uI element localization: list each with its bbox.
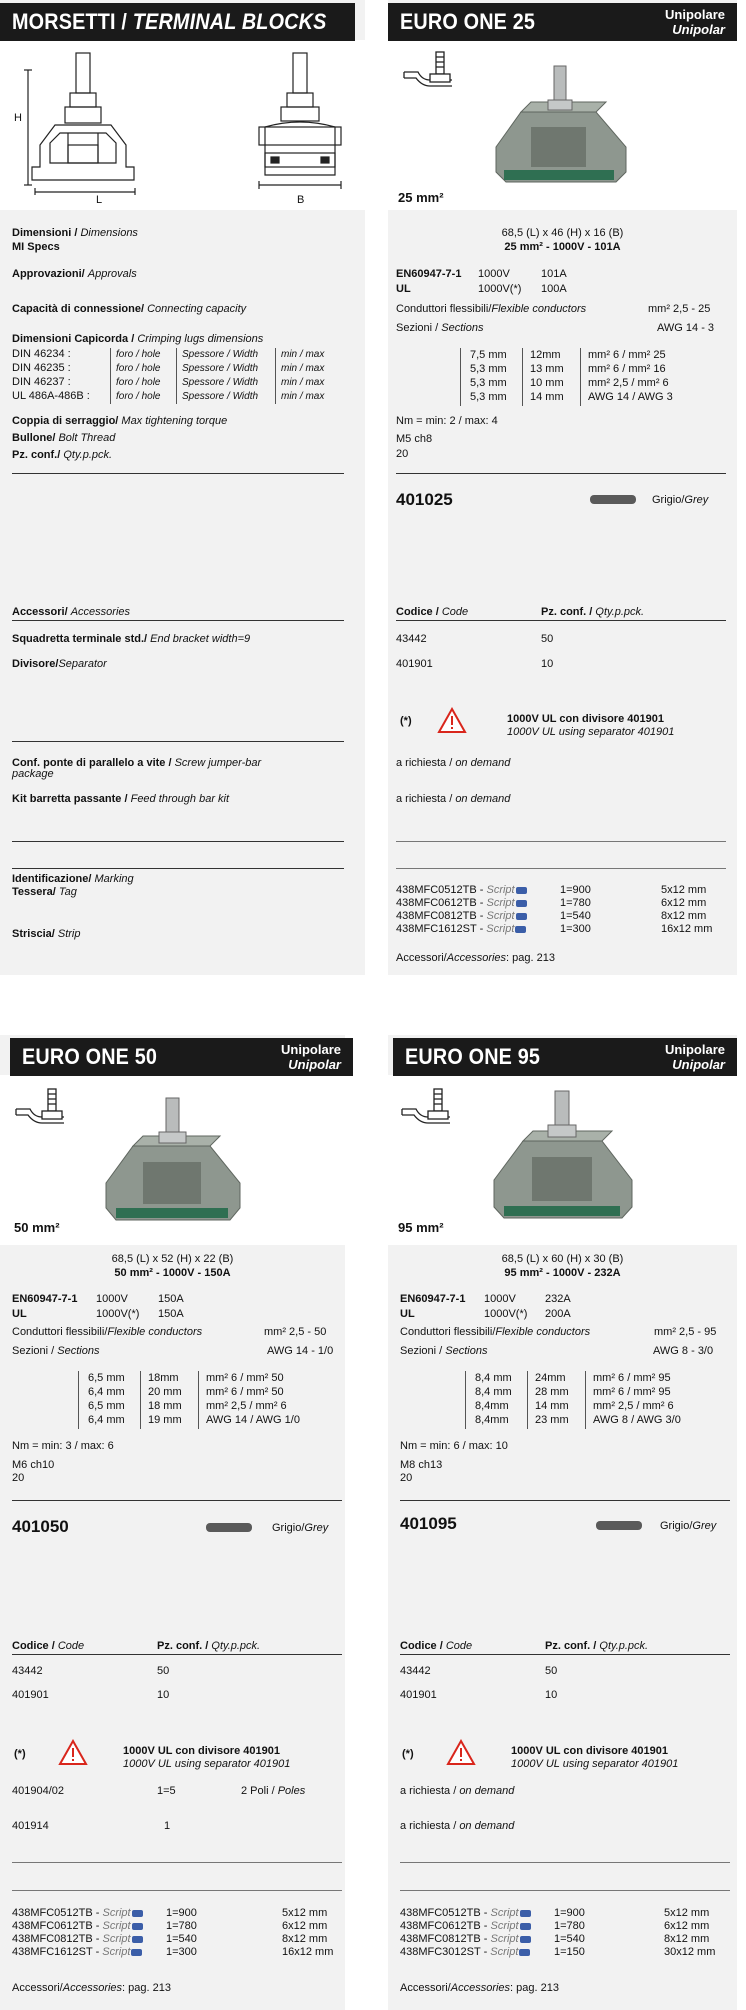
dim-label-l: L bbox=[96, 194, 103, 206]
unipolare-25: Unipolare bbox=[665, 7, 725, 22]
lug-minmax: mm² 6 / mm² 95 bbox=[593, 1372, 671, 1384]
acc-page-25[interactable]: Accessori/Accessories: pag. 213 bbox=[396, 952, 555, 964]
kit-qty-50: 1 bbox=[164, 1820, 171, 1832]
richiesta-95-2: a richiesta / on demand bbox=[400, 1820, 515, 1832]
ponte-qty-50: 1=5 bbox=[157, 1785, 176, 1797]
lug-spessore: Spessore / Width bbox=[182, 377, 259, 388]
summary-50: 50 mm² - 1000V - 150A bbox=[114, 1267, 231, 1279]
flex-val-25: mm² 2,5 - 25 bbox=[648, 303, 711, 315]
sez-25: Sezioni / Sections bbox=[396, 322, 484, 334]
tag-row: 438MFC0612TB - Script bbox=[400, 1920, 531, 1933]
unipolar-50: Unipolar bbox=[288, 1057, 341, 1072]
lug-minmax: min / max bbox=[281, 377, 325, 388]
divider bbox=[396, 841, 726, 842]
row-coppia: Coppia di serraggio/ Max tightening torque bbox=[12, 415, 228, 427]
row-kit: Kit barretta passante / Feed through bar kit bbox=[12, 793, 230, 805]
color-label-95: Grigio/Grey bbox=[660, 1520, 717, 1532]
note-star-50: (*) bbox=[14, 1748, 26, 1760]
divider bbox=[12, 1890, 342, 1891]
dims-25: 68,5 (L) x 46 (H) x 16 (B) bbox=[501, 227, 624, 239]
acc-code: 401901 bbox=[12, 1689, 49, 1701]
acc-qty: 50 bbox=[545, 1665, 558, 1677]
std-en-50: EN60947-7-1 bbox=[12, 1293, 78, 1305]
header-title-left: MORSETTI / TERMINAL BLOCKS bbox=[12, 9, 327, 34]
lug-divider bbox=[527, 1371, 528, 1429]
tag-qty: 1=900 bbox=[166, 1907, 197, 1919]
richiesta-25-1: a richiesta / on demand bbox=[396, 757, 511, 769]
script-logo-icon bbox=[516, 887, 527, 894]
lug-hole: 8,4 mm bbox=[475, 1386, 512, 1398]
flex-val-50: mm² 2,5 - 50 bbox=[264, 1326, 327, 1338]
lug-hole: 8,4mm bbox=[475, 1414, 509, 1426]
lug-spessore: Spessore / Width bbox=[182, 349, 259, 360]
lug-hole: 8,4mm bbox=[475, 1400, 509, 1412]
header-25 bbox=[388, 3, 737, 41]
unipolar-95: Unipolar bbox=[672, 1057, 725, 1072]
tag-qty: 1=780 bbox=[560, 897, 591, 909]
product-photo-25 bbox=[476, 52, 646, 192]
divider bbox=[12, 868, 344, 869]
lug-minmax: mm² 6 / mm² 50 bbox=[206, 1386, 284, 1398]
size-label-50: 50 mm² bbox=[14, 1220, 60, 1235]
lug-width: 20 mm bbox=[148, 1386, 182, 1398]
flex-50: Conduttori flessibili/Flexible conductors bbox=[12, 1326, 203, 1338]
divider bbox=[400, 1862, 730, 1863]
dims-95: 68,5 (L) x 60 (H) x 30 (B) bbox=[501, 1253, 624, 1265]
tag-dim: 8x12 mm bbox=[661, 910, 707, 922]
std-ul-95: UL bbox=[400, 1308, 415, 1320]
row-bullone: Bullone/ Bolt Thread bbox=[12, 432, 116, 444]
lug-foro: foro / hole bbox=[116, 377, 161, 388]
tag-dim: 30x12 mm bbox=[664, 1946, 716, 1958]
tag-dim: 6x12 mm bbox=[282, 1920, 328, 1932]
acc-code: 401901 bbox=[400, 1689, 437, 1701]
qty-25: 20 bbox=[396, 448, 409, 460]
lug-hole: 6,4 mm bbox=[88, 1386, 125, 1398]
lug-width: 10 mm bbox=[530, 377, 564, 389]
acc-qty: 10 bbox=[545, 1689, 558, 1701]
std-en-v-95: 1000V bbox=[484, 1293, 516, 1305]
warning-icon bbox=[446, 1739, 476, 1766]
divider bbox=[12, 741, 344, 742]
tag-qty: 1=300 bbox=[166, 1946, 197, 1958]
divider bbox=[400, 1500, 730, 1501]
note-line2-95: 1000V UL using separator 401901 bbox=[511, 1758, 679, 1770]
divider bbox=[12, 473, 344, 474]
sez-95: Sezioni / Sections bbox=[400, 1345, 488, 1357]
lug-divider bbox=[176, 348, 177, 404]
note-line2-50: 1000V UL using separator 401901 bbox=[123, 1758, 291, 1770]
richiesta-95-1: a richiesta / on demand bbox=[400, 1785, 515, 1797]
lug-hole: 7,5 mm bbox=[470, 349, 507, 361]
tag-qty: 1=150 bbox=[554, 1946, 585, 1958]
row-mi-specs: MI Specs bbox=[12, 241, 60, 253]
lug-minmax: mm² 2,5 / mm² 6 bbox=[588, 377, 669, 389]
note-line1-25: 1000V UL con divisore 401901 bbox=[507, 713, 664, 725]
product-code-50: 401050 bbox=[12, 1517, 69, 1536]
lug-width: 18mm bbox=[148, 1372, 179, 1384]
lug-divider bbox=[78, 1371, 79, 1429]
lug-width: 18 mm bbox=[148, 1400, 182, 1412]
std-ul-v-50: 1000V(*) bbox=[96, 1308, 140, 1320]
script-logo-icon bbox=[515, 926, 526, 933]
tag-row: 438MFC1612ST - Script bbox=[396, 923, 526, 936]
lug-width: 13 mm bbox=[530, 363, 564, 375]
sez-val-95: AWG 8 - 3/0 bbox=[653, 1345, 714, 1357]
script-logo-icon bbox=[520, 1910, 531, 1917]
lug-divider bbox=[140, 1371, 141, 1429]
note-star-95: (*) bbox=[402, 1748, 414, 1760]
lug-din: DIN 46235 : bbox=[12, 362, 71, 374]
torque-50: Nm = min: 3 / max: 6 bbox=[12, 1440, 114, 1452]
lug-table-25 bbox=[460, 348, 735, 408]
color-swatch-grey bbox=[596, 1521, 642, 1530]
tag-dim: 16x12 mm bbox=[282, 1946, 334, 1958]
color-swatch-grey bbox=[590, 495, 636, 504]
divider bbox=[400, 1890, 730, 1891]
std-en-25: EN60947-7-1 bbox=[396, 268, 462, 280]
row-approvazioni: Approvazioni/ Approvals bbox=[12, 268, 137, 280]
lug-hole: 5,3 mm bbox=[470, 391, 507, 403]
note-line2-25: 1000V UL using separator 401901 bbox=[507, 726, 675, 738]
lug-minmax: min / max bbox=[281, 349, 325, 360]
divider bbox=[396, 620, 726, 621]
divider bbox=[396, 473, 726, 474]
divider bbox=[12, 1654, 342, 1655]
terminal-front-drawing bbox=[10, 45, 180, 205]
std-ul-a-50: 150A bbox=[158, 1308, 184, 1320]
lug-minmax: AWG 14 / AWG 3 bbox=[588, 391, 673, 403]
script-logo-icon bbox=[520, 1936, 531, 1943]
terminal-side-drawing bbox=[245, 45, 355, 205]
product-code-25: 401025 bbox=[396, 490, 453, 509]
summary-25: 25 mm² - 1000V - 101A bbox=[504, 241, 621, 253]
codice-hdr-95: Codice / Code bbox=[400, 1640, 473, 1652]
script-logo-icon bbox=[132, 1910, 143, 1917]
lug-table-50 bbox=[78, 1371, 343, 1431]
sez-val-50: AWG 14 - 1/0 bbox=[267, 1345, 334, 1357]
tag-dim: 8x12 mm bbox=[282, 1933, 328, 1945]
lug-icon bbox=[400, 48, 468, 96]
color-label-50: Grigio/Grey bbox=[272, 1522, 329, 1534]
script-logo-icon bbox=[516, 900, 527, 907]
summary-95: 95 mm² - 1000V - 232A bbox=[504, 1267, 621, 1279]
kit-code-50: 401914 bbox=[12, 1820, 49, 1832]
lug-hole: 6,5 mm bbox=[88, 1400, 125, 1412]
dim-label-h: H bbox=[14, 112, 22, 124]
lug-icon bbox=[12, 1085, 80, 1133]
acc-qty: 50 bbox=[157, 1665, 170, 1677]
lug-width: 23 mm bbox=[535, 1414, 569, 1426]
lug-table-95 bbox=[465, 1371, 735, 1431]
row-accessori: Accessori/ Accessories bbox=[12, 606, 130, 618]
lug-divider bbox=[465, 1371, 466, 1429]
lug-din: UL 486A-486B : bbox=[12, 390, 90, 402]
title-25: EURO ONE 25 bbox=[400, 9, 536, 34]
acc-qty: 10 bbox=[157, 1689, 170, 1701]
std-ul-a-95: 200A bbox=[545, 1308, 571, 1320]
lug-width: 28 mm bbox=[535, 1386, 569, 1398]
tag-row: 438MFC0612TB - Script bbox=[396, 897, 527, 910]
lug-hole: 5,3 mm bbox=[470, 363, 507, 375]
unipolare-95: Unipolare bbox=[665, 1042, 725, 1057]
title-50: EURO ONE 50 bbox=[22, 1044, 158, 1069]
row-divisore: Divisore/Separator bbox=[12, 658, 107, 670]
script-logo-icon bbox=[132, 1936, 143, 1943]
richiesta-25-2: a richiesta / on demand bbox=[396, 793, 511, 805]
bolt-25: M5 ch8 bbox=[396, 433, 433, 445]
tag-row: 438MFC0512TB - Script bbox=[400, 1907, 531, 1920]
product-code-95: 401095 bbox=[400, 1514, 457, 1533]
divider bbox=[12, 620, 344, 621]
unipolar-25: Unipolar bbox=[672, 22, 725, 37]
acc-code: 43442 bbox=[12, 1665, 43, 1677]
flex-95: Conduttori flessibili/Flexible conductors bbox=[400, 1326, 591, 1338]
lug-divider bbox=[275, 348, 276, 404]
sez-50: Sezioni / Sections bbox=[12, 1345, 100, 1357]
divider bbox=[400, 1654, 730, 1655]
lug-width: 14 mm bbox=[535, 1400, 569, 1412]
lug-din: DIN 46237 : bbox=[12, 376, 71, 388]
tag-row: 438MFC0512TB - Script bbox=[396, 884, 527, 897]
sez-val-25: AWG 14 - 3 bbox=[657, 322, 715, 334]
tag-dim: 5x12 mm bbox=[661, 884, 707, 896]
row-squadretta: Squadretta terminale std./ End bracket width=9 bbox=[12, 633, 251, 645]
script-logo-icon bbox=[131, 1949, 142, 1956]
product-photo-50 bbox=[88, 1088, 258, 1228]
bolt-95: M8 ch13 bbox=[400, 1459, 443, 1471]
std-ul-v-25: 1000V(*) bbox=[478, 283, 522, 295]
std-ul-a-25: 100A bbox=[541, 283, 567, 295]
acc-code: 401901 bbox=[396, 658, 433, 670]
std-en-a-25: 101A bbox=[541, 268, 567, 280]
header-95 bbox=[393, 1038, 737, 1076]
pz-hdr-25: Pz. conf. / Qty.p.pck. bbox=[541, 606, 645, 618]
divider bbox=[12, 1500, 342, 1501]
std-en-v-50: 1000V bbox=[96, 1293, 128, 1305]
title-95: EURO ONE 95 bbox=[405, 1044, 541, 1069]
tag-row: 438MFC1612ST - Script bbox=[12, 1946, 142, 1959]
divider bbox=[396, 868, 726, 869]
lug-minmax: mm² 6 / mm² 25 bbox=[588, 349, 666, 361]
lug-divider bbox=[585, 1371, 586, 1429]
flex-val-95: mm² 2,5 - 95 bbox=[654, 1326, 717, 1338]
lug-hole: 5,3 mm bbox=[470, 377, 507, 389]
script-logo-icon bbox=[520, 1923, 531, 1930]
qty-95: 20 bbox=[400, 1472, 413, 1484]
lug-foro: foro / hole bbox=[116, 363, 161, 374]
tag-dim: 5x12 mm bbox=[282, 1907, 328, 1919]
color-label-25: Grigio/Grey bbox=[652, 494, 709, 506]
std-en-v-25: 1000V bbox=[478, 268, 510, 280]
lug-width: 14 mm bbox=[530, 391, 564, 403]
torque-95: Nm = min: 6 / max: 10 bbox=[400, 1440, 508, 1452]
product-photo-95 bbox=[478, 1085, 648, 1225]
row-dim-capicorda: Dimensioni Capicorda / Crimping lugs dimensions bbox=[12, 333, 264, 345]
row-identificazione: Identificazione/ Marking bbox=[12, 873, 134, 885]
torque-25: Nm = min: 2 / max: 4 bbox=[396, 415, 498, 427]
lug-width: 12mm bbox=[530, 349, 561, 361]
lug-foro: foro / hole bbox=[116, 391, 161, 402]
script-logo-icon bbox=[516, 913, 527, 920]
tag-row: 438MFC0812TB - Script bbox=[12, 1933, 143, 1946]
lug-divider bbox=[110, 348, 111, 404]
bolt-50: M6 ch10 bbox=[12, 1459, 55, 1471]
acc-code: 43442 bbox=[400, 1665, 431, 1677]
unipolare-50: Unipolare bbox=[281, 1042, 341, 1057]
row-conf-ponte-2: package bbox=[12, 768, 54, 780]
lug-minmax: mm² 2,5 / mm² 6 bbox=[206, 1400, 287, 1412]
qty-50: 20 bbox=[12, 1472, 25, 1484]
tag-qty: 1=540 bbox=[560, 910, 591, 922]
header-50 bbox=[10, 1038, 353, 1076]
lug-spessore: Spessore / Width bbox=[182, 363, 259, 374]
note-line1-50: 1000V UL con divisore 401901 bbox=[123, 1745, 280, 1757]
script-logo-icon bbox=[519, 1949, 530, 1956]
pz-hdr-50: Pz. conf. / Qty.p.pck. bbox=[157, 1640, 261, 1652]
lug-divider bbox=[522, 348, 523, 406]
note-star-25: (*) bbox=[400, 715, 412, 727]
lug-divider bbox=[460, 348, 461, 406]
script-logo-icon bbox=[132, 1923, 143, 1930]
ponte-poli-50: 2 Poli / Poles bbox=[241, 1785, 306, 1797]
codice-hdr-25: Codice / Code bbox=[396, 606, 469, 618]
lug-minmax: min / max bbox=[281, 363, 325, 374]
tag-qty: 1=780 bbox=[166, 1920, 197, 1932]
lug-minmax: mm² 6 / mm² 95 bbox=[593, 1386, 671, 1398]
size-label-25: 25 mm² bbox=[398, 190, 444, 205]
tag-qty: 1=780 bbox=[554, 1920, 585, 1932]
tag-qty: 1=540 bbox=[554, 1933, 585, 1945]
std-en-a-95: 232A bbox=[545, 1293, 571, 1305]
lug-width: 19 mm bbox=[148, 1414, 182, 1426]
tag-qty: 1=900 bbox=[554, 1907, 585, 1919]
lug-icon bbox=[398, 1085, 466, 1133]
tag-row: 438MFC0812TB - Script bbox=[400, 1933, 531, 1946]
std-en-a-50: 150A bbox=[158, 1293, 184, 1305]
flex-25: Conduttori flessibili/Flexible conductors bbox=[396, 303, 587, 315]
row-striscia: Striscia/ Strip bbox=[12, 928, 81, 940]
lug-minmax: mm² 2,5 / mm² 6 bbox=[593, 1400, 674, 1412]
tag-dim: 6x12 mm bbox=[664, 1920, 710, 1932]
ponte-code-50: 401904/02 bbox=[12, 1785, 64, 1797]
row-conf-ponte: Conf. ponte di parallelo a vite / Screw jumper-bar bbox=[12, 757, 262, 769]
tag-qty: 1=900 bbox=[560, 884, 591, 896]
tag-row: 438MFC0512TB - Script bbox=[12, 1907, 143, 1920]
tag-qty: 1=300 bbox=[560, 923, 591, 935]
size-label-95: 95 mm² bbox=[398, 1220, 444, 1235]
tag-dim: 16x12 mm bbox=[661, 923, 713, 935]
row-pzconf: Pz. conf./ Qty.p.pck. bbox=[12, 449, 113, 461]
note-line1-95: 1000V UL con divisore 401901 bbox=[511, 1745, 668, 1757]
row-tessera: Tessera/ Tag bbox=[12, 886, 77, 898]
lug-minmax: mm² 6 / mm² 16 bbox=[588, 363, 666, 375]
lug-hole: 8,4 mm bbox=[475, 1372, 512, 1384]
tag-qty: 1=540 bbox=[166, 1933, 197, 1945]
lug-minmax: AWG 14 / AWG 1/0 bbox=[206, 1414, 300, 1426]
lug-minmax: AWG 8 / AWG 3/0 bbox=[593, 1414, 681, 1426]
pz-hdr-95: Pz. conf. / Qty.p.pck. bbox=[545, 1640, 649, 1652]
codice-hdr-50: Codice / Code bbox=[12, 1640, 85, 1652]
warning-icon bbox=[437, 707, 467, 734]
std-ul-50: UL bbox=[12, 1308, 27, 1320]
dim-label-b: B bbox=[297, 194, 305, 206]
lug-spessore: Spessore / Width bbox=[182, 391, 259, 402]
dims-50: 68,5 (L) x 52 (H) x 22 (B) bbox=[111, 1253, 234, 1265]
tag-row: 438MFC3012ST - Script bbox=[400, 1946, 530, 1959]
row-dimensioni: Dimensioni / Dimensions bbox=[12, 227, 138, 239]
divider bbox=[12, 841, 344, 842]
warning-icon bbox=[58, 1739, 88, 1766]
lug-foro: foro / hole bbox=[116, 349, 161, 360]
color-swatch-grey bbox=[206, 1523, 252, 1532]
std-ul-25: UL bbox=[396, 283, 411, 295]
lug-minmax: mm² 6 / mm² 50 bbox=[206, 1372, 284, 1384]
acc-page-50[interactable]: Accessori/Accessories: pag. 213 bbox=[12, 1982, 171, 1994]
lug-divider bbox=[198, 1371, 199, 1429]
header-left bbox=[0, 3, 355, 41]
lug-hole: 6,5 mm bbox=[88, 1372, 125, 1384]
tag-row: 438MFC0612TB - Script bbox=[12, 1920, 143, 1933]
tag-dim: 5x12 mm bbox=[664, 1907, 710, 1919]
row-capacita: Capacità di connessione/ Connecting capacity bbox=[12, 303, 247, 315]
tag-dim: 8x12 mm bbox=[664, 1933, 710, 1945]
tag-row: 438MFC0812TB - Script bbox=[396, 910, 527, 923]
acc-code: 43442 bbox=[396, 633, 427, 645]
std-ul-v-95: 1000V(*) bbox=[484, 1308, 528, 1320]
lug-minmax: min / max bbox=[281, 391, 325, 402]
lug-width: 24mm bbox=[535, 1372, 566, 1384]
lug-hole: 6,4 mm bbox=[88, 1414, 125, 1426]
acc-qty: 50 bbox=[541, 633, 554, 645]
std-en-95: EN60947-7-1 bbox=[400, 1293, 466, 1305]
acc-qty: 10 bbox=[541, 658, 554, 670]
tag-dim: 6x12 mm bbox=[661, 897, 707, 909]
lug-divider bbox=[580, 348, 581, 406]
divider bbox=[12, 1862, 342, 1863]
acc-page-95[interactable]: Accessori/Accessories: pag. 213 bbox=[400, 1982, 559, 1994]
lug-din: DIN 46234 : bbox=[12, 348, 71, 360]
